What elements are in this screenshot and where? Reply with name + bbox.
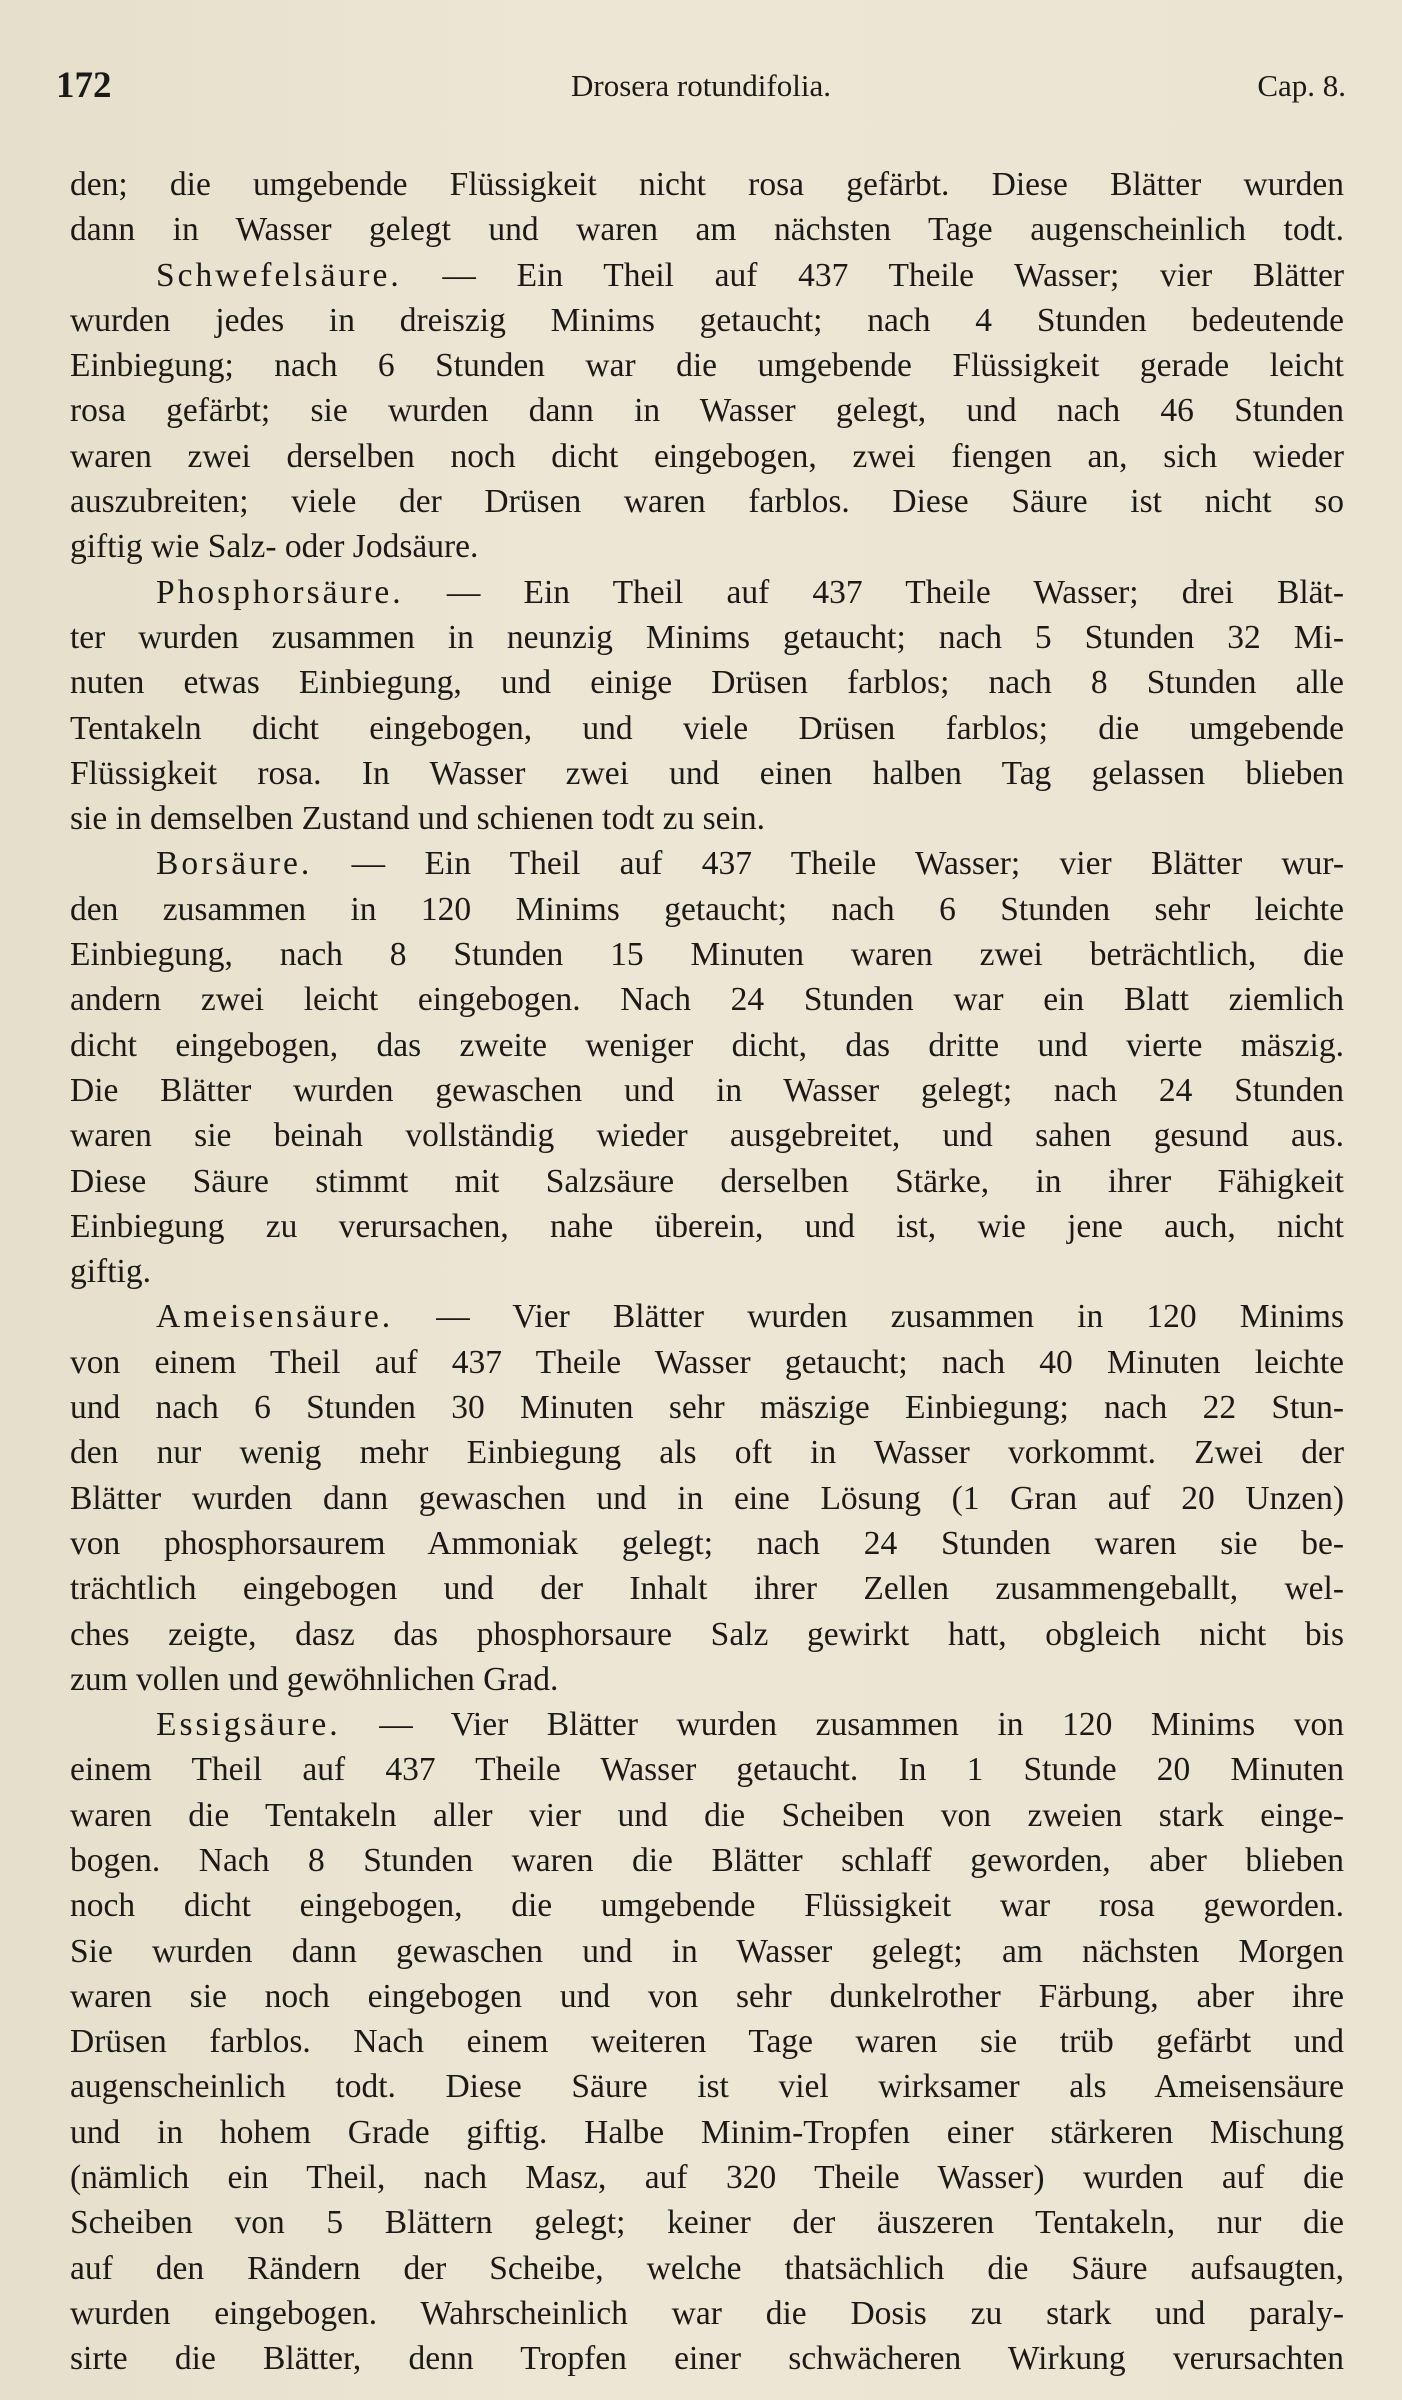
body-text (70, 162, 1344, 2382)
text-line (70, 1657, 1344, 1702)
text-line (70, 162, 1344, 207)
text-line (70, 615, 1344, 660)
line-text: Drüsen farblos. Nach einem weiteren Tage waren sie trüb gefärbt und (70, 2023, 1344, 2061)
text-line (70, 434, 1344, 479)
line-text: von phosphorsaurem Ammoniak gelegt; nach 24 Stunden waren sie be- (70, 1524, 1344, 1562)
text-line (70, 2336, 1344, 2381)
line-text: Sie wurden dann gewaschen und in Wasser gelegt; am nächsten Morgen (70, 1932, 1344, 1970)
text-line (70, 1612, 1344, 1657)
text-line (70, 2291, 1344, 2336)
text-line (70, 2110, 1344, 2155)
acid-term: Essigsäure. (156, 1706, 341, 1744)
line-text: von einem Theil auf 437 Theile Wasser getaucht; nach 40 Minuten leichte (70, 1343, 1344, 1381)
text-line (70, 751, 1344, 796)
text-line (70, 796, 1344, 841)
text-line (70, 841, 1344, 886)
line-text: (nämlich ein Theil, nach Masz, auf 320 Theile Wasser) wurden auf die (70, 2159, 1344, 2197)
text-line (70, 1838, 1344, 1883)
line-text: bogen. Nach 8 Stunden waren die Blätter schlaff geworden, aber blieben (70, 1841, 1344, 1879)
acid-term: Borsäure. (156, 845, 313, 883)
line-text: noch dicht eingebogen, die umgebende Flüssigkeit war rosa geworden. (70, 1887, 1344, 1925)
text-line (70, 706, 1344, 751)
chapter-label: Cap. 8. (1257, 68, 1346, 103)
acid-term: Phosphorsäure. (156, 573, 404, 611)
text-line (70, 1023, 1344, 1068)
line-text: — Vier Blätter wurden zusammen in 120 Minims von (340, 1706, 1344, 1744)
running-head (56, 64, 1346, 124)
line-text: sie in demselben Zustand und schienen todt zu sein. (70, 800, 765, 838)
text-line (70, 2019, 1344, 2064)
text-line (70, 1566, 1344, 1611)
text-line (70, 1476, 1344, 1521)
line-text: waren sie beinah vollständig wieder ausgebreitet, und sahen gesund aus. (70, 1117, 1344, 1155)
text-line (70, 298, 1344, 343)
line-text: trächtlich eingebogen und der Inhalt ihrer Zellen zusammengeballt, wel- (70, 1570, 1344, 1608)
line-text: waren zwei derselben noch dicht eingebogen, zwei fiengen an, sich wieder (70, 437, 1344, 475)
text-line (70, 1385, 1344, 1430)
line-text: den; die umgebende Flüssigkeit nicht rosa gefärbt. Diese Blätter wurden (70, 166, 1344, 203)
line-text: rosa gefärbt; sie wurden dann in Wasser gelegt, und nach 46 Stunden (70, 392, 1344, 430)
text-line (70, 1159, 1344, 1204)
text-line (70, 479, 1344, 524)
line-text: giftig. (70, 1253, 151, 1291)
text-line (70, 887, 1344, 932)
text-line (70, 207, 1344, 252)
line-text: ter wurden zusammen in neunzig Minims getaucht; nach 5 Stunden 32 Mi- (70, 618, 1344, 656)
running-title: Drosera rotundifolia. (571, 68, 831, 103)
text-line (70, 524, 1344, 569)
text-line (70, 1249, 1344, 1294)
line-text: giftig wie Salz- oder Jodsäure. (70, 528, 479, 566)
line-text: andern zwei leicht eingebogen. Nach 24 Stunden war ein Blatt ziemlich (70, 981, 1344, 1019)
line-text: waren die Tentakeln aller vier und die Scheiben von zweien stark einge- (70, 1796, 1344, 1834)
acid-term: Ameisensäure. (156, 1298, 394, 1336)
acid-term: Schwefelsäure. (156, 256, 402, 294)
line-text: sirte die Blätter, denn Tropfen einer schwächeren Wirkung verursachten (70, 2340, 1344, 2378)
line-text: Blätter wurden dann gewaschen und in eine Lösung (1 Gran auf 20 Unzen) (70, 1479, 1344, 1517)
text-line (70, 977, 1344, 1022)
text-line (70, 1204, 1344, 1249)
text-line (70, 1929, 1344, 1974)
line-text: Flüssigkeit rosa. In Wasser zwei und einen halben Tag gelassen blieben (70, 754, 1344, 792)
text-line (70, 1747, 1344, 1792)
text-line (70, 1883, 1344, 1928)
text-line (70, 1113, 1344, 1158)
text-line (70, 660, 1344, 705)
text-line (70, 1702, 1344, 1747)
text-line (70, 1340, 1344, 1385)
line-text: ches zeigte, dasz das phosphorsaure Salz gewirkt hatt, obgleich nicht bis (70, 1615, 1344, 1653)
line-text: wurden eingebogen. Wahrscheinlich war die Dosis zu stark und paraly- (70, 2294, 1344, 2332)
text-line (70, 1068, 1344, 1113)
text-line (70, 2200, 1344, 2245)
text-line (70, 253, 1344, 298)
text-line (70, 570, 1344, 615)
text-line (70, 2064, 1344, 2109)
line-text: Scheiben von 5 Blättern gelegt; keiner der äuszeren Tentakeln, nur die (70, 2204, 1344, 2242)
line-text: einem Theil auf 437 Theile Wasser getaucht. In 1 Stunde 20 Minuten (70, 1751, 1344, 1789)
line-text: dann in Wasser gelegt und waren am nächsten Tage augenscheinlich todt. (70, 211, 1344, 249)
line-text: Einbiegung; nach 6 Stunden war die umgebende Flüssigkeit gerade leicht (70, 347, 1344, 385)
line-text: Einbiegung, nach 8 Stunden 15 Minuten waren zwei beträchtlich, die (70, 936, 1344, 974)
line-text: Tentakeln dicht eingebogen, und viele Drüsen farblos; die umgebende (70, 709, 1344, 747)
line-text: wurden jedes in dreiszig Minims getaucht; nach 4 Stunden bedeutende (70, 301, 1344, 339)
line-text: Einbiegung zu verursachen, nahe überein, und ist, wie jene auch, nicht (70, 1207, 1344, 1245)
line-text: zum vollen und gewöhnlichen Grad. (70, 1660, 559, 1698)
text-line (70, 2246, 1344, 2291)
text-line (70, 343, 1344, 388)
line-text: und in hohem Grade giftig. Halbe Minim-Tropfen einer stärkeren Mischung (70, 2113, 1344, 2151)
line-text: Diese Säure stimmt mit Salzsäure derselben Stärke, in ihrer Fähigkeit (70, 1162, 1344, 1200)
line-text: und nach 6 Stunden 30 Minuten sehr mäszige Einbiegung; nach 22 Stun- (70, 1389, 1344, 1427)
line-text: Die Blätter wurden gewaschen und in Wasser gelegt; nach 24 Stunden (70, 1071, 1344, 1109)
text-line (70, 388, 1344, 433)
line-text: waren sie noch eingebogen und von sehr dunkelrother Färbung, aber ihre (70, 1977, 1344, 2015)
text-line (70, 1793, 1344, 1838)
line-text: den zusammen in 120 Minims getaucht; nach 6 Stunden sehr leichte (70, 890, 1344, 928)
line-text: dicht eingebogen, das zweite weniger dicht, das dritte und vierte mäszig. (70, 1026, 1344, 1064)
line-text: augenscheinlich todt. Diese Säure ist viel wirksamer als Ameisensäure (70, 2068, 1344, 2106)
text-line (70, 2155, 1344, 2200)
line-text: — Ein Theil auf 437 Theile Wasser; vier Blätter wur- (312, 845, 1344, 883)
line-text: — Ein Theil auf 437 Theile Wasser; vier Blätter (401, 256, 1344, 294)
text-line (70, 932, 1344, 977)
line-text: nuten etwas Einbiegung, und einige Drüsen farblos; nach 8 Stunden alle (70, 664, 1344, 702)
line-text: den nur wenig mehr Einbiegung als oft in Wasser vorkommt. Zwei der (70, 1434, 1344, 1472)
text-line (70, 1974, 1344, 2019)
text-line (70, 1294, 1344, 1339)
line-text: — Vier Blätter wurden zusammen in 120 Minims (393, 1298, 1344, 1336)
line-text: auszubreiten; viele der Drüsen waren farblos. Diese Säure ist nicht so (70, 483, 1344, 521)
text-line (70, 1430, 1344, 1475)
line-text: auf den Rändern der Scheibe, welche thatsächlich die Säure aufsaugten, (70, 2249, 1344, 2287)
line-text: — Ein Theil auf 437 Theile Wasser; drei Blät- (403, 573, 1344, 611)
page-number: 172 (56, 65, 112, 106)
text-line (70, 1521, 1344, 1566)
